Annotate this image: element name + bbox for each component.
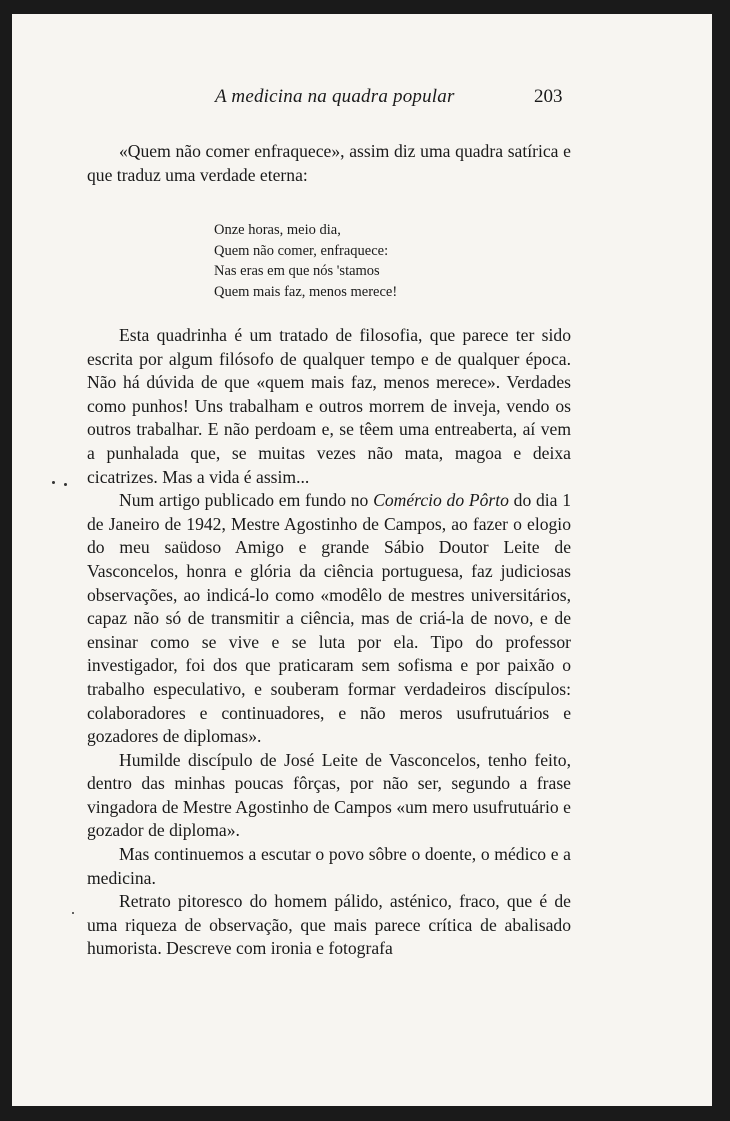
article-text-before: Num artigo publicado em fundo no — [119, 490, 374, 511]
page-header — [12, 86, 712, 116]
page-number: 203 — [534, 86, 563, 107]
print-speck — [52, 481, 55, 484]
print-speck — [72, 912, 74, 914]
body-text — [87, 324, 571, 961]
paragraph-philosophy: Esta quadrinha é um tratado de filosofia, que parece ter sido escrita por algum filósofo de qualquer tempo e de qualquer época. Não há dúvida de que «quem mais faz, menos merece». Verdades como punhos! Uns trabalham e outros morrem de inveja, vendo os outros trabalhar. E não perdoam e, se têem uma entreaberta, aí vem a punhalada que, se muitas vezes não mata, magoa e deixa cicatrizes. Mas a vida é assim... — [87, 325, 571, 487]
newspaper-title: Comércio do Pôrto — [373, 490, 509, 511]
book-page — [12, 14, 712, 1106]
running-title: A medicina na quadra popular — [215, 86, 455, 107]
intro-block — [87, 140, 571, 187]
paragraph-continue: Mas continuemos a escutar o povo sôbre o doente, o médico e a medicina. — [87, 844, 571, 888]
paragraph-portrait: Retrato pitoresco do homem pálido, asténico, fraco, que é de uma riqueza de observação, que mais parece crítica de abalisado humorista. Descreve com ironia e fotografa — [87, 891, 571, 959]
quatrain-line: Quem não comer, enfraquece: — [214, 242, 389, 259]
quatrain — [214, 220, 397, 302]
paragraph-disciple: Humilde discípulo de José Leite de Vasconcelos, tenho feito, dentro das minhas poucas fôrças, por não ser, segundo a frase vingadora de Mestre Agostinho de Campos «um mero usufrutuário e gozador de diploma». — [87, 749, 571, 841]
quatrain-line: Quem mais faz, menos merece! — [214, 283, 398, 300]
intro-paragraph: «Quem não comer enfraquece», assim diz uma quadra satírica e que traduz uma verdade eterna: — [87, 141, 571, 185]
paragraph-article — [87, 489, 571, 749]
print-speck — [64, 483, 67, 486]
quatrain-line: Onze horas, meio dia, — [214, 222, 341, 238]
article-text-after: do dia 1 de Janeiro de 1942, Mestre Agostinho de Campos, ao fazer o elogio do meu saüdoso Amigo e grande Sábio Doutor Leite de Vasconcelos, honra e glória da ciência portuguesa, faz judiciosas observações, ao indicá-lo como «modêlo de mestres universitários, capaz não só de transmitir a ciência, mas de criá-la de novo, e de ensinar como se vive e se luta por ela. Tipo do professor investigador, foi dos que praticaram sem sofisma e por paixão o trabalho especulativo, e souberam formar verdadeiros discípulos: colaboradores e continuadores, e não meros usufrutuários e gozadores de diplomas». — [87, 490, 571, 747]
quatrain-line: Nas eras em que nós 'stamos — [214, 263, 380, 280]
